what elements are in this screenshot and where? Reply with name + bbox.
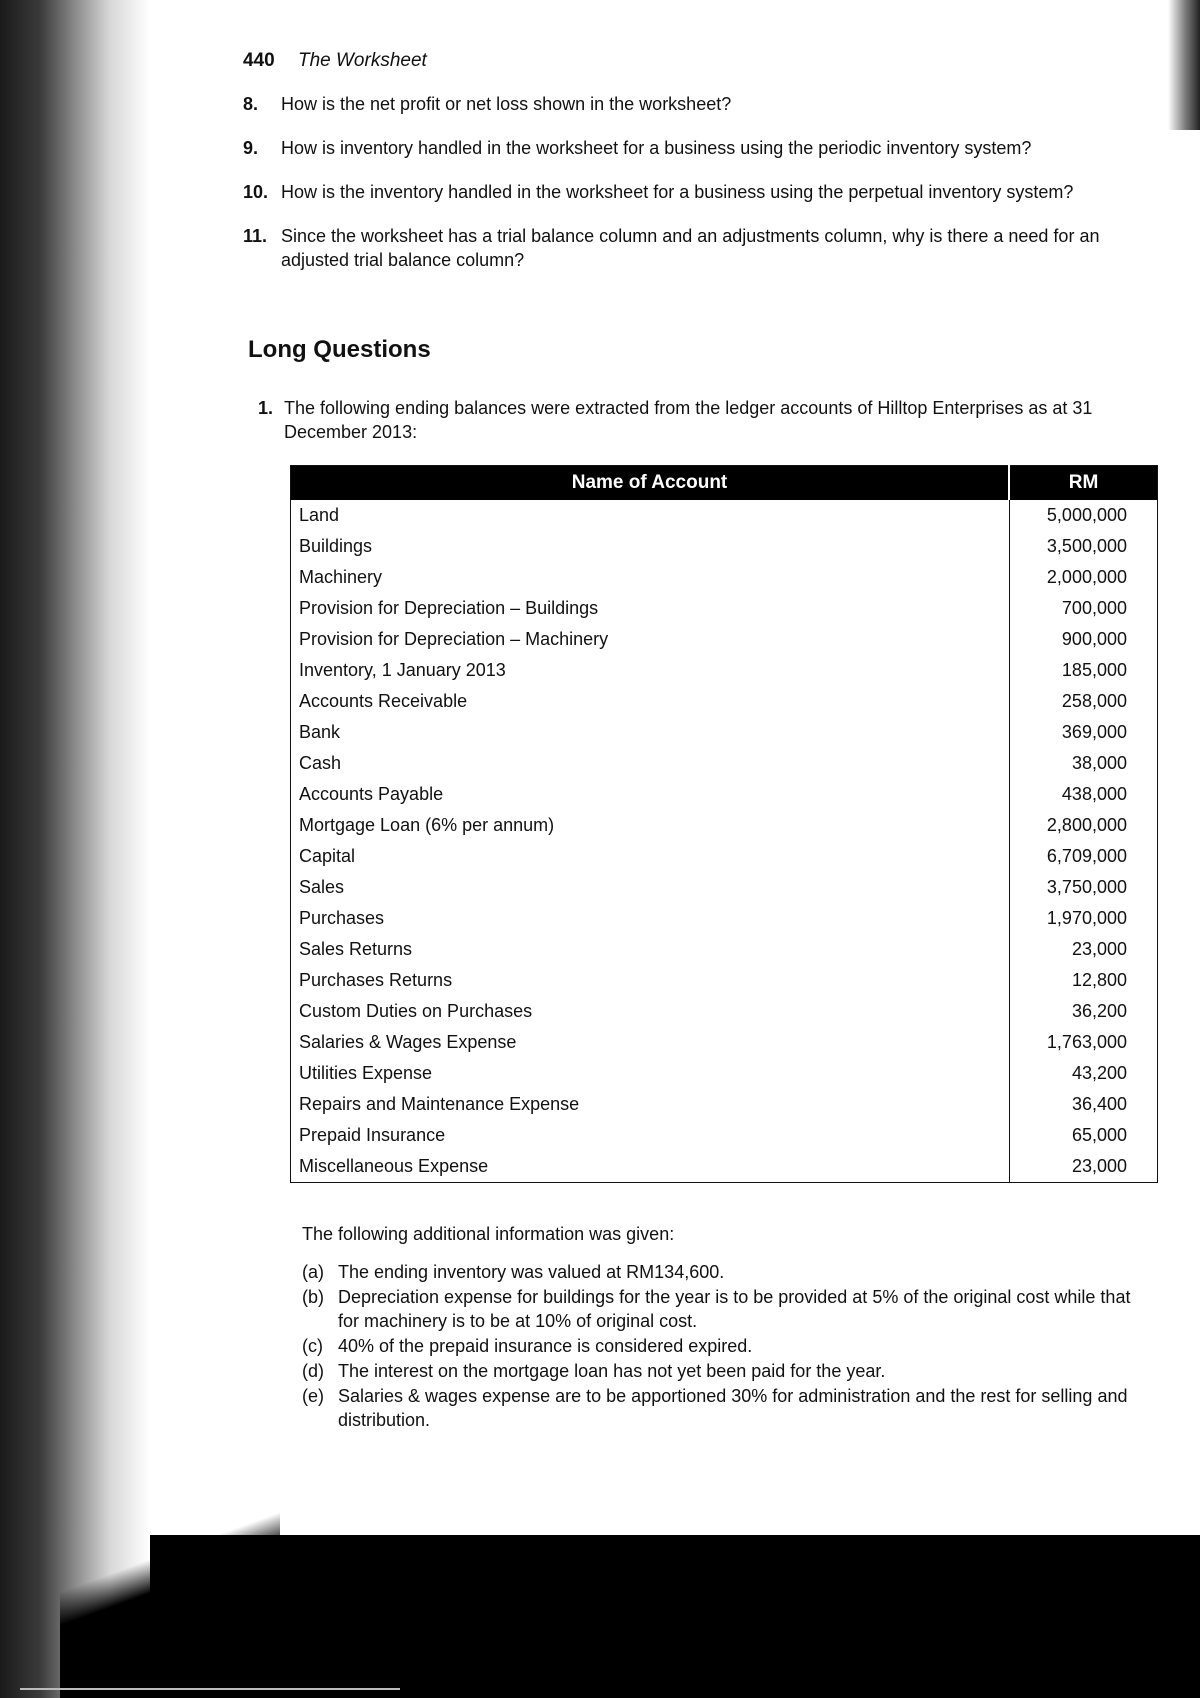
note-text: The ending inventory was valued at RM134,600. (338, 1262, 725, 1282)
account-name-cell: Mortgage Loan (6% per annum) (299, 815, 555, 835)
account-name-cell: Cash (299, 753, 342, 773)
question-number: 10. (243, 182, 269, 202)
table-row (291, 748, 1158, 779)
table-row (291, 624, 1158, 655)
note-label: (e) (302, 1386, 324, 1406)
note-text: Salaries & wages expense are to be apportioned 30% for administration and the rest for selling and distribution. (338, 1386, 1128, 1430)
table-row (291, 841, 1158, 872)
account-name-cell: Prepaid Insurance (299, 1125, 446, 1145)
additional-intro: The following additional information was given: (302, 1224, 675, 1244)
table-body (291, 500, 1158, 1183)
table-row (291, 934, 1158, 965)
amount-cell: 2,000,000 (1009, 562, 1158, 593)
account-name-cell: Miscellaneous Expense (299, 1156, 489, 1176)
note-item (302, 1384, 1152, 1432)
amount-cell: 438,000 (1009, 779, 1158, 810)
account-name-cell: Capital (299, 846, 356, 866)
note-item (302, 1285, 1152, 1333)
account-name-cell: Repairs and Maintenance Expense (299, 1094, 580, 1114)
question-text: How is the net profit or net loss shown in the worksheet? (281, 94, 732, 114)
account-name-cell: Custom Duties on Purchases (299, 1001, 533, 1021)
running-title: The Worksheet (297, 50, 427, 71)
question-text: How is the inventory handled in the worksheet for a business using the perpetual inventory system? (281, 182, 1074, 202)
table-row (291, 1120, 1158, 1151)
account-balances-table (290, 465, 1158, 1183)
amount-cell: 1,970,000 (1009, 903, 1158, 934)
table-row (291, 965, 1158, 996)
table-row (291, 717, 1158, 748)
account-name-cell: Bank (299, 722, 341, 742)
amount-cell: 6,709,000 (1009, 841, 1158, 872)
note-label: (d) (302, 1361, 324, 1381)
account-name-cell: Machinery (299, 567, 383, 587)
amount-cell: 2,800,000 (1009, 810, 1158, 841)
account-name-cell: Sales Returns (299, 939, 413, 959)
question-text: Since the worksheet has a trial balance column and an adjustments column, why is there a need for an adjusted trial balance column? (281, 226, 1100, 270)
table-row (291, 779, 1158, 810)
account-name-cell: Utilities Expense (299, 1063, 433, 1083)
note-text: 40% of the prepaid insurance is considered expired. (338, 1336, 753, 1356)
amount-cell: 43,200 (1009, 1058, 1158, 1089)
account-name-cell: Inventory, 1 January 2013 (299, 660, 506, 680)
note-label: (c) (302, 1336, 323, 1356)
long-question (258, 396, 1153, 444)
table-row (291, 686, 1158, 717)
account-name-cell: Salaries & Wages Expense (299, 1032, 517, 1052)
amount-cell: 12,800 (1009, 965, 1158, 996)
amount-cell: 5,000,000 (1009, 500, 1158, 531)
question-item (243, 180, 1148, 204)
account-name-cell: Provision for Depreciation – Machinery (299, 629, 609, 649)
long-question-text: The following ending balances were extracted from the ledger accounts of Hilltop Enterprises as at 31 December 2013: (284, 398, 1093, 442)
account-name-cell: Buildings (299, 536, 373, 556)
account-name-cell: Land (299, 505, 340, 525)
section-heading: Long Questions (248, 336, 431, 363)
amount-cell: 38,000 (1009, 748, 1158, 779)
amount-cell: 900,000 (1009, 624, 1158, 655)
amount-cell: 36,400 (1009, 1089, 1158, 1120)
note-label: (b) (302, 1287, 324, 1307)
question-item (243, 92, 1148, 116)
note-item (302, 1260, 1152, 1284)
amount-cell: 258,000 (1009, 686, 1158, 717)
additional-notes-list (302, 1260, 1152, 1432)
table-row (291, 531, 1158, 562)
table-row (291, 1027, 1158, 1058)
table-row (291, 903, 1158, 934)
account-name-cell: Sales (299, 877, 345, 897)
table-row (291, 500, 1158, 531)
amount-cell: 369,000 (1009, 717, 1158, 748)
question-item (243, 224, 1148, 272)
note-item (302, 1359, 1152, 1383)
review-questions (243, 92, 1148, 292)
amount-cell: 185,000 (1009, 655, 1158, 686)
amount-cell: 3,500,000 (1009, 531, 1158, 562)
question-number: 11. (243, 226, 268, 246)
account-name-cell: Accounts Payable (299, 784, 444, 804)
table-header-row (291, 466, 1158, 501)
question-number: 9. (243, 138, 259, 158)
column-header-amount: RM (1009, 466, 1158, 501)
note-item (302, 1334, 1152, 1358)
table-row (291, 562, 1158, 593)
table-row (291, 1151, 1158, 1183)
amount-cell: 65,000 (1009, 1120, 1158, 1151)
table-row (291, 1089, 1158, 1120)
amount-cell: 23,000 (1009, 934, 1158, 965)
page-header (243, 50, 427, 72)
table-row (291, 872, 1158, 903)
note-label: (a) (302, 1262, 324, 1282)
page-number: 440 (243, 50, 275, 71)
table-row (291, 655, 1158, 686)
table-row (291, 996, 1158, 1027)
question-text: How is inventory handled in the worksheet for a business using the periodic inventory system? (281, 138, 1032, 158)
amount-cell: 36,200 (1009, 996, 1158, 1027)
account-name-cell: Purchases Returns (299, 970, 453, 990)
long-question-number: 1. (258, 398, 274, 418)
column-header-name: Name of Account (291, 466, 1010, 501)
note-text: The interest on the mortgage loan has not yet been paid for the year. (338, 1361, 886, 1381)
additional-information (302, 1222, 1152, 1433)
note-text: Depreciation expense for buildings for the year is to be provided at 5% of the original cost while that for machinery is to be at 10% of original cost. (338, 1287, 1131, 1331)
table-row (291, 593, 1158, 624)
account-name-cell: Accounts Receivable (299, 691, 468, 711)
amount-cell: 700,000 (1009, 593, 1158, 624)
amount-cell: 3,750,000 (1009, 872, 1158, 903)
table-row (291, 810, 1158, 841)
question-number: 8. (243, 94, 259, 114)
question-item (243, 136, 1148, 160)
account-name-cell: Provision for Depreciation – Buildings (299, 598, 599, 618)
table-row (291, 1058, 1158, 1089)
amount-cell: 23,000 (1009, 1151, 1158, 1183)
amount-cell: 1,763,000 (1009, 1027, 1158, 1058)
account-name-cell: Purchases (299, 908, 385, 928)
